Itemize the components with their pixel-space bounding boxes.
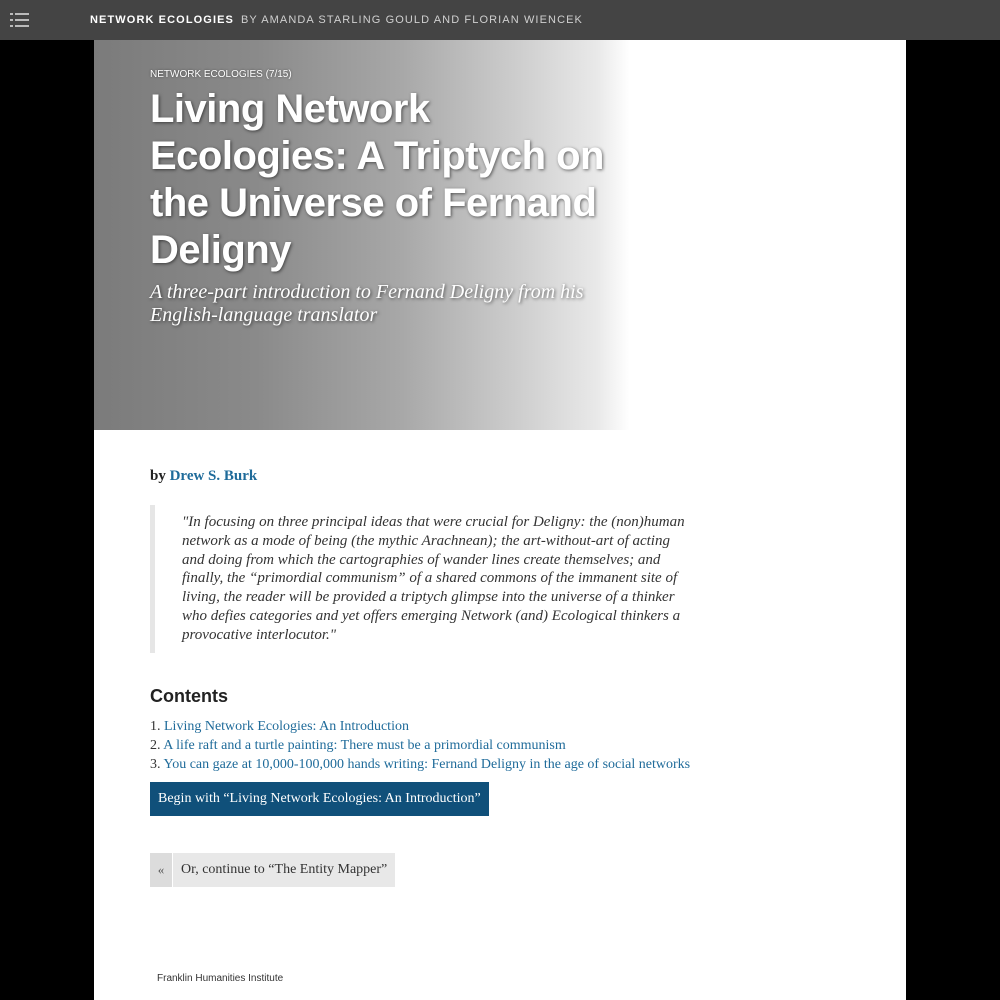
list-item-number: 1. (150, 719, 161, 734)
list-item (150, 736, 690, 755)
contents-list (150, 717, 690, 774)
abstract-quote: "In focusing on three principal ideas that were crucial for Deligny: the (non)human network as a mode of being (the mythic Arachnean); the art-without-art of acting and doing from which the cartographies of wander lines create themselves; and finally, the “primordial communism” of a shared commons of the immanent site of living, the reader will be provided a triptych glimpse into the universe of a thinker who defies categories and yet offers emerging Network (and) Ecological thinkers a provocative interlocutor." (150, 505, 692, 653)
chapter-page (94, 40, 906, 1000)
menu-button[interactable] (0, 0, 40, 40)
chapter-subtitle: A three-part introduction to Fernand Deligny from his English-language translator (150, 281, 584, 326)
list-item (150, 755, 690, 774)
contents-heading: Contents (150, 686, 228, 706)
author-byline (150, 468, 257, 485)
double-chevron-left-icon: « (150, 853, 173, 887)
chapter-kicker: NETWORK ECOLOGIES (7/15) (150, 69, 292, 80)
book-authors: BY AMANDA STARLING GOULD AND FLORIAN WIENCEK (240, 14, 583, 26)
author-link[interactable]: Drew S. Burk (169, 468, 258, 484)
list-item-number: 2. (150, 738, 161, 753)
list-item (150, 717, 690, 736)
continue-button[interactable] (150, 853, 395, 887)
list-item-number: 3. (150, 757, 161, 772)
list-icon (10, 11, 30, 29)
hero-banner (94, 40, 906, 430)
chapter-title: Living Network Ecologies: A Triptych on the Universe of Fernand Deligny (150, 87, 604, 272)
contents-link-3[interactable]: You can gaze at 10,000-100,000 hands writing: Fernand Deligny in the age of social networks (163, 757, 691, 772)
book-title-link[interactable]: NETWORK ECOLOGIES (90, 14, 234, 26)
top-bar (0, 0, 1000, 40)
continue-label: Or, continue to “The Entity Mapper” (181, 862, 388, 877)
begin-button[interactable]: Begin with “Living Network Ecologies: An Introduction” (150, 782, 489, 816)
byline-prefix: by (150, 468, 166, 484)
contents-link-2[interactable]: A life raft and a turtle painting: There must be a primordial communism (163, 738, 566, 753)
contents-link-1[interactable]: Living Network Ecologies: An Introduction (164, 719, 409, 734)
footer-credit: Franklin Humanities Institute (157, 973, 284, 984)
